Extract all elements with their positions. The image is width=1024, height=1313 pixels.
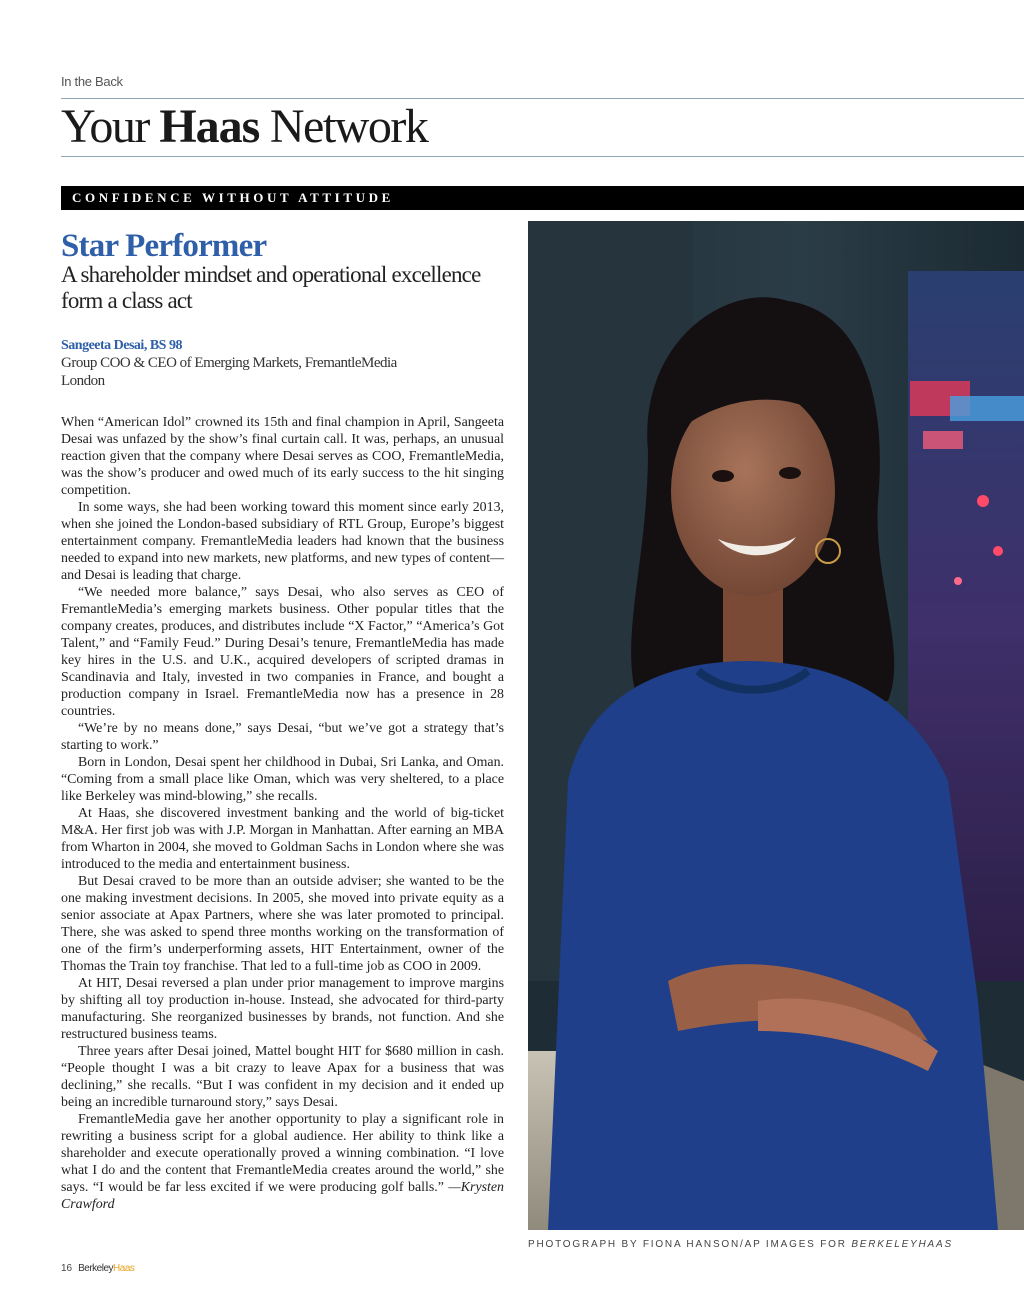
headline: Star Performer bbox=[61, 228, 267, 264]
article-paragraph-last bbox=[61, 1111, 504, 1213]
article-paragraph: Born in London, Desai spent her childhood in Dubai, Sri Lanka, and Oman. “Coming from a small place like Oman, which was very sheltered, to a place like Berkeley was mind-blowing,” she recalls. bbox=[61, 755, 504, 804]
article-paragraph: At HIT, Desai reversed a plan under prior management to improve margins by shifting all toy production in-house. Instead, she advocated for third-party manufacturing. She reorganized businesses by brands, not function. And she restructured business teams. bbox=[61, 976, 504, 1042]
page-footer bbox=[61, 1263, 134, 1274]
title-bold: Haas bbox=[159, 100, 260, 153]
photo-credit-publication: BERKELEYHAAS bbox=[851, 1239, 953, 1250]
article-paragraph: At Haas, she discovered investment banking and the world of big-ticket M&A. Her first job was with J.P. Morgan in Manhattan. After earning an MBA from Wharton in 2004, she moved to Goldman Sachs in London where she was introduced to the media and entertainment business. bbox=[61, 806, 504, 872]
photo-credit bbox=[528, 1239, 953, 1250]
profile-city: London bbox=[61, 373, 105, 389]
article-paragraph: “We’re by no means done,” says Desai, “but we’ve got a strategy that’s starting to work.” bbox=[61, 721, 504, 753]
photo-credit-text: PHOTOGRAPH BY FIONA HANSON/AP IMAGES FOR bbox=[528, 1239, 847, 1250]
title-prefix: Your bbox=[61, 100, 149, 153]
section-banner: CONFIDENCE WITHOUT ATTITUDE bbox=[61, 186, 1024, 210]
subhead: A shareholder mindset and operational excellence form a class act bbox=[61, 262, 481, 313]
portrait-illustration bbox=[528, 221, 1024, 1230]
portrait-photo bbox=[528, 221, 1024, 1230]
article-body bbox=[61, 414, 504, 1213]
profile-name: Sangeeta Desai, BS 98 bbox=[61, 338, 182, 353]
profile-role: Group COO & CEO of Emerging Markets, FremantleMedia bbox=[61, 355, 397, 371]
author-byline: —Krysten Crawford bbox=[61, 1180, 504, 1212]
title-suffix: Network bbox=[269, 100, 428, 153]
page-title bbox=[61, 99, 427, 155]
article-paragraph: “We needed more balance,” says Desai, who also serves as CEO of FremantleMedia’s emerging markets business. Other popular titles that the company creates, produces, and distributes include “X Factor,” “America’s Got Talent,” and “Family Feud.” During Desai’s tenure, FremantleMedia has made key hires in the U.S. and U.K., acquired developers of scripted dramas in Scandinavia and Italy, invested in two companies in France, and bought a production company in Israel. FremantleMedia now has a presence in 28 countries. bbox=[61, 585, 504, 719]
article-paragraph: Three years after Desai joined, Mattel bought HIT for $680 million in cash. “People thought I was a bit crazy to leave Apax for a business that was declining,” she recalls. “But I was confident in my decision and it ended up being an incredible turnaround story,” says Desai. bbox=[61, 1044, 504, 1110]
article-paragraph: In some ways, she had been working toward this moment since early 2013, when she joined the London-based subsidiary of RTL Group, Europe’s biggest entertainment company. FremantleMedia leaders had known that the business needed to expand into new markets, new platforms, and new types of content—and Desai is leading that charge. bbox=[61, 500, 504, 583]
article-paragraph: When “American Idol” crowned its 15th and final champion in April, Sangeeta Desai was unfazed by the show’s final curtain call. It was, perhaps, an unusual reaction given that the company where Desai serves as COO, FremantleMedia, was the show’s producer and owed much of its early success to the hit singing competition. bbox=[61, 415, 504, 498]
section-label: In the Back bbox=[61, 74, 123, 89]
magazine-logo-part2: Haas bbox=[113, 1263, 135, 1274]
magazine-logo-part1: Berkeley bbox=[78, 1263, 114, 1274]
article-paragraph: But Desai craved to be more than an outside adviser; she wanted to be the one making investment decisions. In 2005, she moved into private equity as a senior associate at Apax Partners, where she was later promoted to principal. There, she was asked to spend three months working on the transformation of one of the firm’s underperforming assets, HIT Entertainment, owner of the Thomas the Train toy franchise. That led to a full-time job as COO in 2009. bbox=[61, 874, 504, 974]
profile-block bbox=[61, 337, 501, 390]
page-number: 16 bbox=[61, 1263, 73, 1274]
title-rule-bottom bbox=[61, 156, 1024, 157]
article-paragraph-text: FremantleMedia gave her another opportunity to play a significant role in rewriting a business script for a global audience. Her ability to think like a shareholder and execute operationally proved a winning combination. “I love what I do and the content that FremantleMedia creates around the world,” she says. “I would be far less excited if we were producing golf balls.” bbox=[61, 1112, 504, 1195]
